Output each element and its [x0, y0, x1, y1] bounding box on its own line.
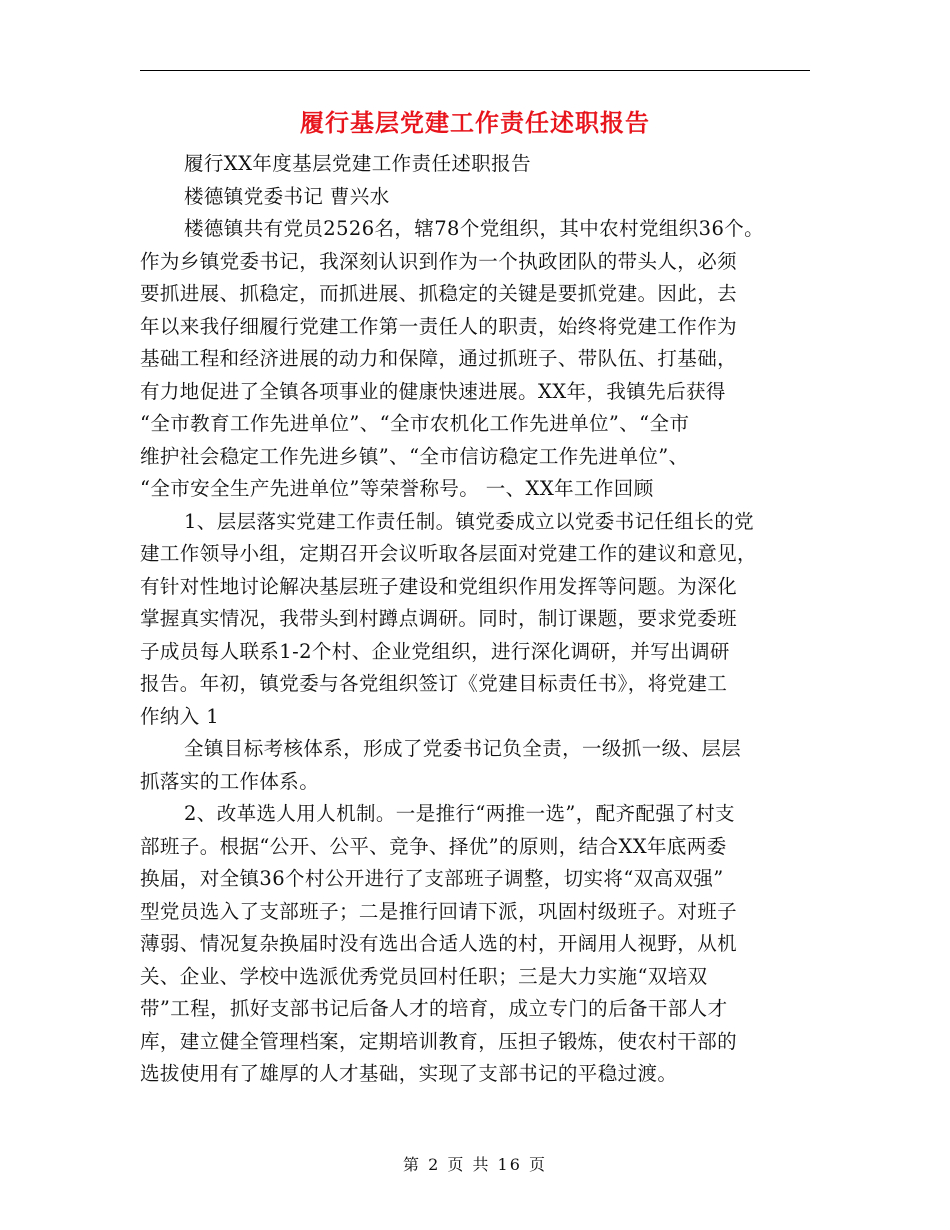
paragraph-line: 库，建立健全管理档案，定期培训教育，压担子锻炼，使农村干部的	[140, 1029, 738, 1053]
paragraph-line: 抓落实的工作体系。	[140, 769, 320, 793]
paragraph-line: 部班子。根据“公开、公平、竞争、择优”的原则，结合XX年底两委	[140, 834, 727, 858]
paragraph-line: “全市安全生产先进单位”等荣誉称号。 一、XX年工作回顾	[140, 477, 654, 500]
paragraph-line: 掌握真实情况，我带头到村蹲点调研。同时，制订课题，要求党委班	[140, 607, 738, 630]
paragraph-line: 基础工程和经济进展的动力和保障，通过抓班子、带队伍、打基础，	[140, 347, 738, 370]
paragraph-line: 要抓进展、抓稳定，而抓进展、抓稳定的关键是要抓党建。因此，去	[140, 282, 738, 305]
paragraph-line: 带”工程，抓好支部书记后备人才的培育，成立专门的后备干部人才	[140, 997, 728, 1020]
document-body	[140, 148, 812, 1091]
paragraph-line: 薄弱、情况复杂换届时没有选出合适人选的村，开阔用人视野，从机	[140, 932, 738, 955]
paragraph-line: 有力地促进了全镇各项事业的健康快速进展。XX年，我镇先后获得	[140, 379, 726, 403]
paragraph-line: 1、层层落实党建工作责任制。镇党委成立以党委书记任组长的党	[184, 509, 755, 533]
paragraph-line: 选拔使用有了雄厚的人才基础，实现了支部书记的平稳过渡。	[140, 1062, 678, 1085]
page-number: 第 2 页 共 16 页	[403, 1155, 547, 1174]
subtitle-line: 履行XX年度基层党建工作责任述职报告	[184, 152, 531, 175]
paragraph-line: “全市教育工作先进单位”、“全市农机化工作先进单位”、“全市	[140, 412, 690, 435]
paragraph-line: 全镇目标考核体系，形成了党委书记负全责，一级抓一级、层层	[184, 737, 742, 760]
paragraph-line: 型党员选入了支部班子；二是推行回请下派，巩固村级班子。对班子	[140, 899, 738, 923]
paragraph-line: 作纳入 1	[140, 704, 220, 728]
paragraph-line: 有针对性地讨论解决基层班子建设和党组织作用发挥等问题。为深化	[140, 574, 738, 598]
header-rule	[140, 70, 810, 71]
paragraph-line: 关、企业、学校中选派优秀党员回村任职；三是大力实施“双培双	[140, 964, 708, 988]
paragraph-line: 年以来我仔细履行党建工作第一责任人的职责，始终将党建工作作为	[140, 314, 738, 338]
paragraph-line: 报告。年初，镇党委与各党组织签订《党建目标责任书》，将党建工	[140, 672, 728, 695]
paragraph-line: 作为乡镇党委书记，我深刻认识到作为一个执政团队的带头人，必须	[140, 249, 738, 273]
paragraph-line: 2、改革选人用人机制。一是推行“两推一选”，配齐配强了村支	[184, 802, 735, 825]
document-title: 履行基层党建工作责任述职报告	[300, 109, 650, 137]
paragraph-line: 建工作领导小组，定期召开会议听取各层面对党建工作的建议和意见，	[140, 542, 757, 565]
author-line: 楼德镇党委书记 曹兴水	[184, 184, 390, 208]
paragraph-line: 维护社会稳定工作先进乡镇”、“全市信访稳定工作先进单位”、	[140, 444, 689, 468]
paragraph-line: 换届，对全镇36个村公开进行了支部班子调整，切实将“双高双强”	[140, 867, 724, 890]
paragraph-line: 楼德镇共有党员2526名，辖78个党组织，其中农村党组织36个。	[184, 217, 765, 240]
paragraph-line: 子成员每人联系1-2个村、企业党组织，进行深化调研，并写出调研	[140, 639, 730, 663]
